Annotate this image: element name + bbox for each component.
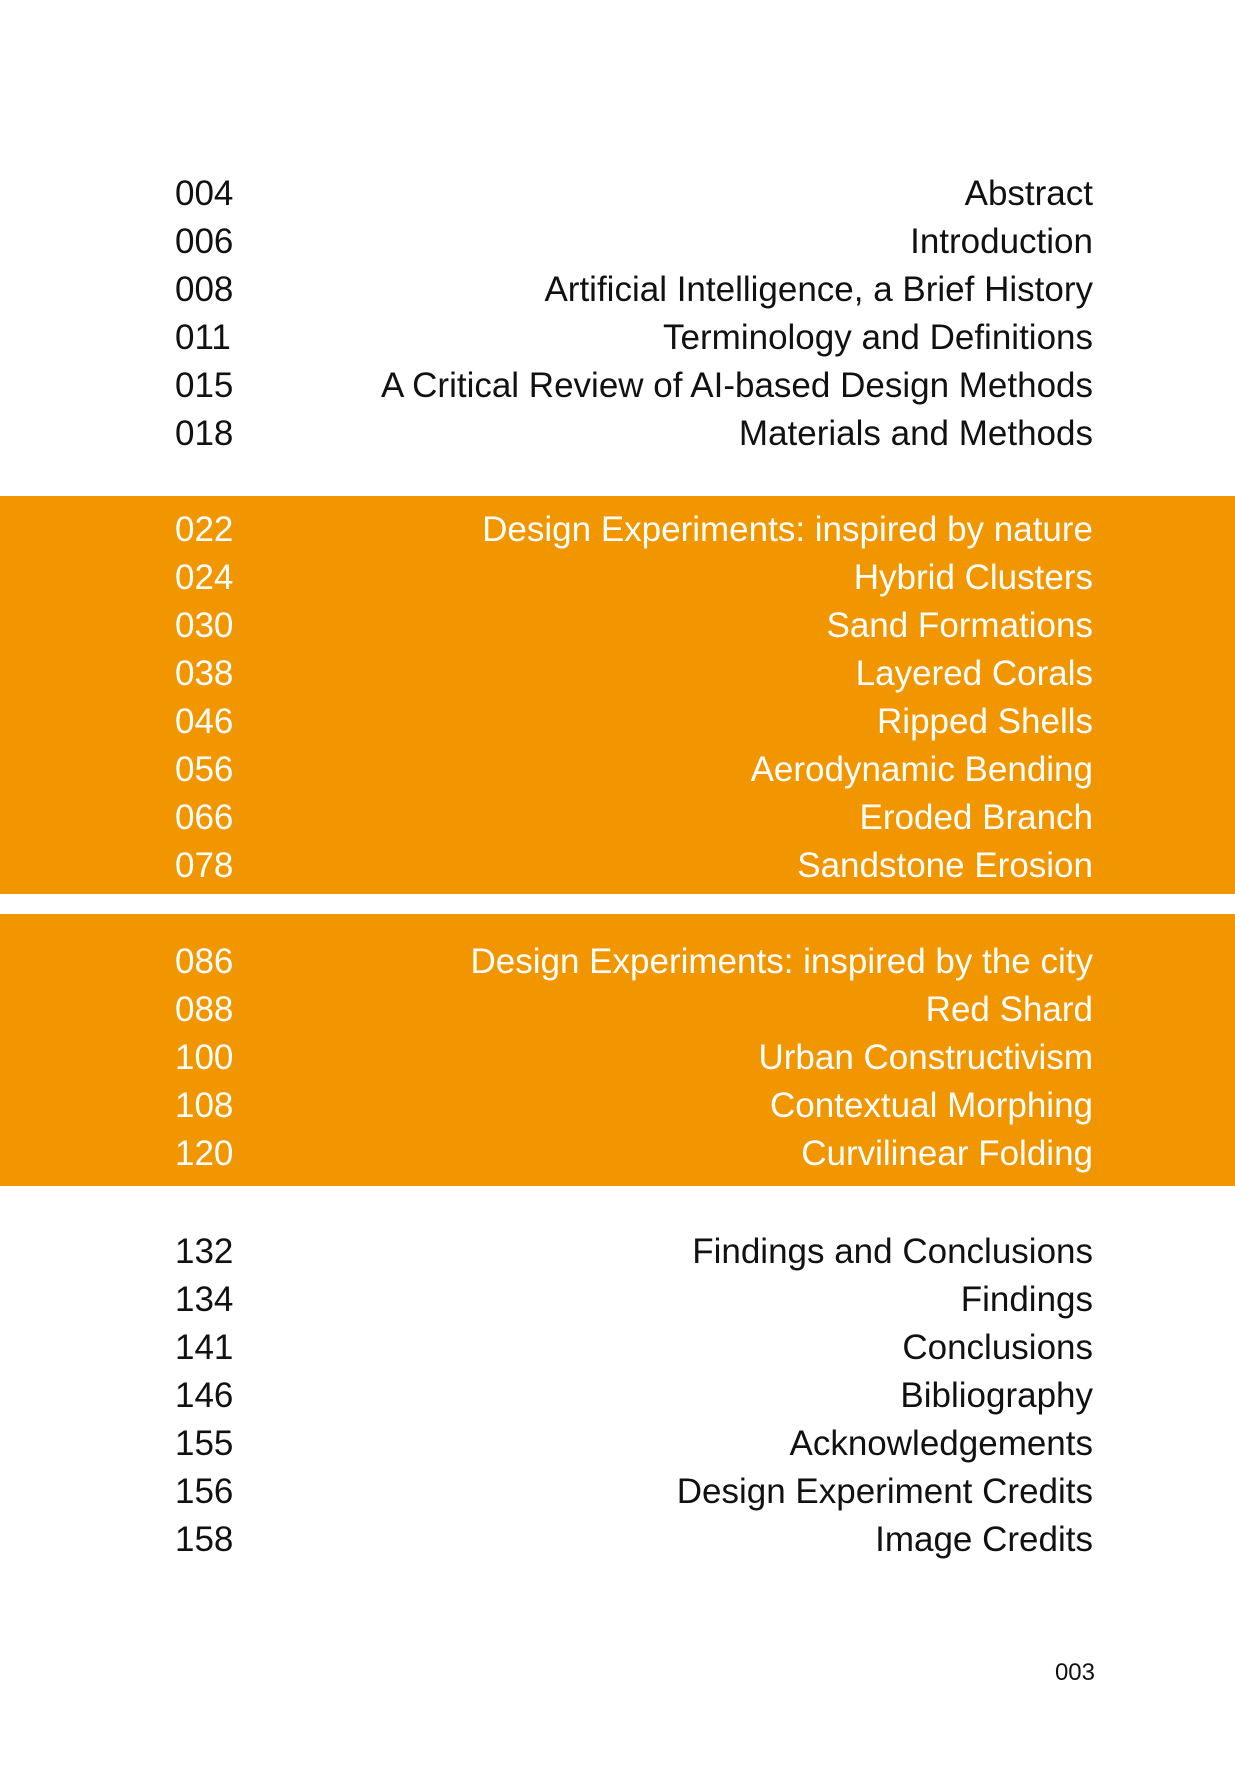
toc-page-number: 008 xyxy=(175,270,234,309)
toc-entry-title: Eroded Branch xyxy=(859,798,1093,837)
toc-entry-title: Ripped Shells xyxy=(877,702,1093,741)
toc-page-number: 078 xyxy=(175,846,234,885)
toc-page-number: 132 xyxy=(175,1232,234,1271)
toc-entry-title: Design Experiments: inspired by nature xyxy=(482,510,1093,549)
toc-section-conclusions xyxy=(0,1228,1235,1568)
toc-entry-title: Terminology and Definitions xyxy=(663,318,1093,357)
toc-entry[interactable] xyxy=(0,1034,1235,1082)
toc-page-number: 120 xyxy=(175,1134,234,1173)
toc-entry-title: Design Experiments: inspired by the city xyxy=(470,942,1093,981)
toc-entry-title: Aerodynamic Bending xyxy=(750,750,1093,789)
toc-entry-title: Acknowledgements xyxy=(789,1424,1093,1463)
toc-entry[interactable] xyxy=(0,1082,1235,1130)
toc-page-number: 155 xyxy=(175,1424,234,1463)
toc-page-number: 011 xyxy=(175,318,231,357)
toc-page-number: 108 xyxy=(175,1086,234,1125)
toc-page-number: 046 xyxy=(175,702,234,741)
toc-entry[interactable] xyxy=(0,986,1235,1034)
toc-entry[interactable] xyxy=(0,362,1235,410)
toc-section-nature xyxy=(0,496,1235,894)
toc-entry-title: Contextual Morphing xyxy=(770,1086,1093,1125)
toc-entry[interactable] xyxy=(0,1130,1235,1178)
toc-section-intro xyxy=(0,170,1235,460)
toc-entry[interactable] xyxy=(0,218,1235,266)
toc-page-number: 086 xyxy=(175,942,234,981)
page-number: 003 xyxy=(1054,1659,1095,1686)
toc-entry[interactable] xyxy=(0,314,1235,362)
toc-entry[interactable] xyxy=(0,794,1235,842)
toc-entry-title: Red Shard xyxy=(925,990,1093,1029)
toc-entry-title: Curvilinear Folding xyxy=(801,1134,1093,1173)
toc-page-number: 038 xyxy=(175,654,234,693)
toc-page-number: 006 xyxy=(175,222,234,261)
toc-entry-title: Design Experiment Credits xyxy=(676,1472,1093,1511)
toc-page-number: 018 xyxy=(175,414,234,453)
toc-entry-title: Image Credits xyxy=(875,1520,1093,1559)
toc-page-number: 141 xyxy=(175,1328,234,1367)
toc-entry-title: A Critical Review of AI-based Design Methods xyxy=(381,366,1093,405)
toc-page-number: 004 xyxy=(175,174,234,213)
toc-entry-title: Sandstone Erosion xyxy=(797,846,1093,885)
toc-entry-title: Artificial Intelligence, a Brief History xyxy=(544,270,1093,309)
toc-entry-title: Materials and Methods xyxy=(738,414,1093,453)
toc-entry[interactable] xyxy=(0,938,1235,986)
toc-entry[interactable] xyxy=(0,1516,1235,1564)
toc-page-number: 088 xyxy=(175,990,234,1029)
toc-entry[interactable] xyxy=(0,698,1235,746)
toc-entry-title: Abstract xyxy=(964,174,1093,213)
toc-entry[interactable] xyxy=(0,266,1235,314)
toc-entry[interactable] xyxy=(0,1420,1235,1468)
toc-entry[interactable] xyxy=(0,650,1235,698)
toc-entry[interactable] xyxy=(0,554,1235,602)
toc-entry[interactable] xyxy=(0,1324,1235,1372)
toc-page-number: 100 xyxy=(175,1038,234,1077)
toc-entry[interactable] xyxy=(0,1276,1235,1324)
toc-entry-title: Conclusions xyxy=(902,1328,1093,1367)
toc-entry-title: Urban Constructivism xyxy=(758,1038,1093,1077)
toc-page-number: 134 xyxy=(175,1280,234,1319)
toc-entry[interactable] xyxy=(0,170,1235,218)
toc-page-number: 022 xyxy=(175,510,234,549)
toc-page-number: 056 xyxy=(175,750,234,789)
toc-entry[interactable] xyxy=(0,842,1235,890)
toc-page-number: 024 xyxy=(175,558,234,597)
toc-entry-title: Sand Formations xyxy=(826,606,1093,645)
toc-page-number: 158 xyxy=(175,1520,234,1559)
toc-entry[interactable] xyxy=(0,410,1235,458)
toc-entry[interactable] xyxy=(0,1372,1235,1420)
toc-entry-title: Introduction xyxy=(910,222,1093,261)
toc-entry[interactable] xyxy=(0,1228,1235,1276)
toc-entry[interactable] xyxy=(0,506,1235,554)
toc-entry-title: Findings and Conclusions xyxy=(692,1232,1093,1271)
toc-entry-title: Layered Corals xyxy=(855,654,1093,693)
toc-page-number: 066 xyxy=(175,798,234,837)
toc-entry[interactable] xyxy=(0,602,1235,650)
toc-entry[interactable] xyxy=(0,1468,1235,1516)
toc-entry-title: Hybrid Clusters xyxy=(853,558,1093,597)
toc-page-number: 146 xyxy=(175,1376,234,1415)
toc-entry[interactable] xyxy=(0,746,1235,794)
toc-page-number: 015 xyxy=(175,366,234,405)
toc-entry-title: Bibliography xyxy=(900,1376,1093,1415)
toc-page-number: 030 xyxy=(175,606,234,645)
toc-section-city xyxy=(0,914,1235,1186)
toc-entry-title: Findings xyxy=(960,1280,1093,1319)
toc-page-number: 156 xyxy=(175,1472,234,1511)
